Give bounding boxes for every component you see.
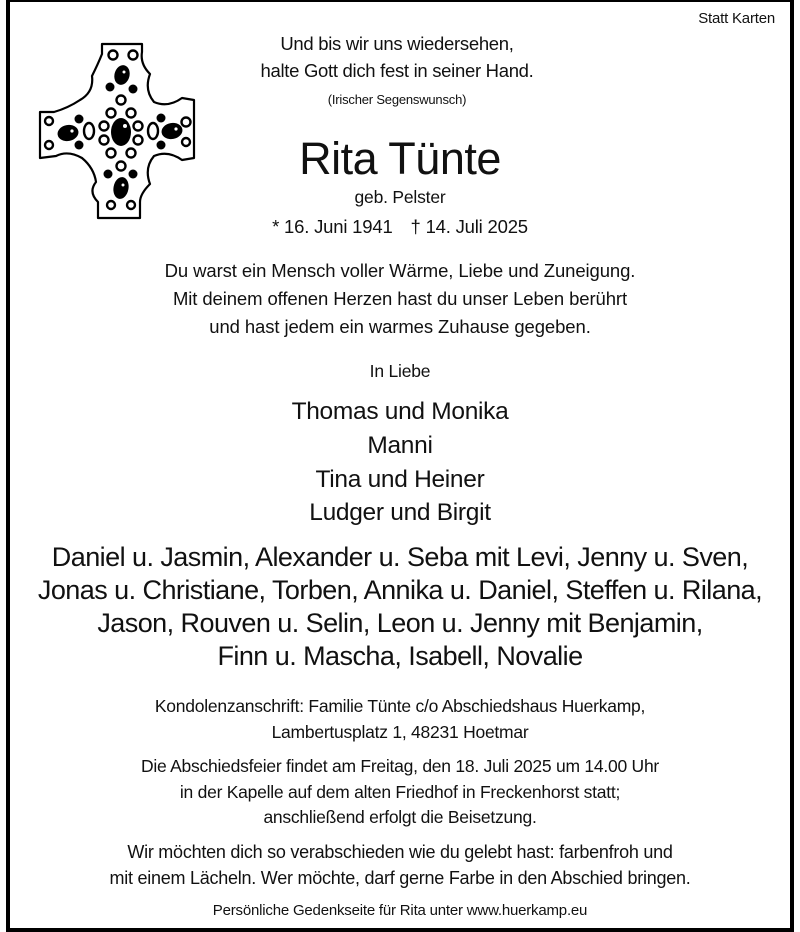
quote-line: Und bis wir uns wiedersehen, — [280, 33, 514, 54]
grandchildren-line: Jason, Rouven u. Selin, Leon u. Jenny mit Benjamin, — [97, 608, 703, 638]
family-member: Tina und Heiner — [315, 466, 485, 493]
grandchildren-line: Jonas u. Christiane, Torben, Annika u. Daniel, Steffen u. Rilana, — [37, 575, 763, 605]
family-member: Ludger und Birgit — [309, 499, 491, 526]
statt-karten-label: Statt Karten — [698, 10, 775, 27]
condolence-address-line: Kondolenzanschrift: Familie Tünte c/o Abschiedshaus Huerkamp, — [154, 696, 646, 716]
request-line: Wir möchten dich so verabschieden wie du gelebt hast: farbenfroh und — [127, 842, 673, 862]
tribute-line: Du warst ein Mensch voller Wärme, Liebe und Zuneigung. — [164, 260, 636, 281]
deceased-name: Rita Tünte — [299, 133, 501, 184]
tribute-line: und hast jedem ein warmes Zuhause gegeben. — [209, 316, 591, 337]
condolence-address-line: Lambertusplatz 1, 48231 Hoetmar — [271, 722, 529, 742]
grandchildren-line: Finn u. Mascha, Isabell, Novalie — [217, 641, 583, 671]
ceremony-line: anschließend erfolgt die Beisetzung. — [263, 807, 537, 827]
quote-source: (Irischer Segenswunsch) — [327, 92, 467, 107]
maiden-name: geb. Pelster — [354, 187, 446, 207]
birth-date: * 16. Juni 1941 — [272, 216, 393, 237]
family-member: Thomas und Monika — [291, 398, 509, 425]
ceremony-line: Die Abschiedsfeier findet am Freitag, den 18. Juli 2025 um 14.00 Uhr — [140, 756, 660, 776]
family-member: Manni — [367, 432, 433, 459]
grandchildren-line: Daniel u. Jasmin, Alexander u. Seba mit Levi, Jenny u. Sven, — [51, 542, 749, 572]
death-date: † 14. Juli 2025 — [410, 216, 528, 237]
signoff: In Liebe — [369, 361, 431, 381]
life-dates — [0, 216, 800, 238]
quote-line: halte Gott dich fest in seiner Hand. — [260, 60, 534, 81]
tribute-line: Mit deinem offenen Herzen hast du unser Leben berührt — [172, 288, 628, 309]
request-line: mit einem Lächeln. Wer möchte, darf gerne Farbe in den Abschied bringen. — [109, 868, 691, 888]
ceremony-line: in der Kapelle auf dem alten Friedhof in Freckenhorst statt; — [179, 782, 621, 802]
memorial-page-note: Persönliche Gedenkseite für Rita unter www.huerkamp.eu — [212, 902, 588, 919]
